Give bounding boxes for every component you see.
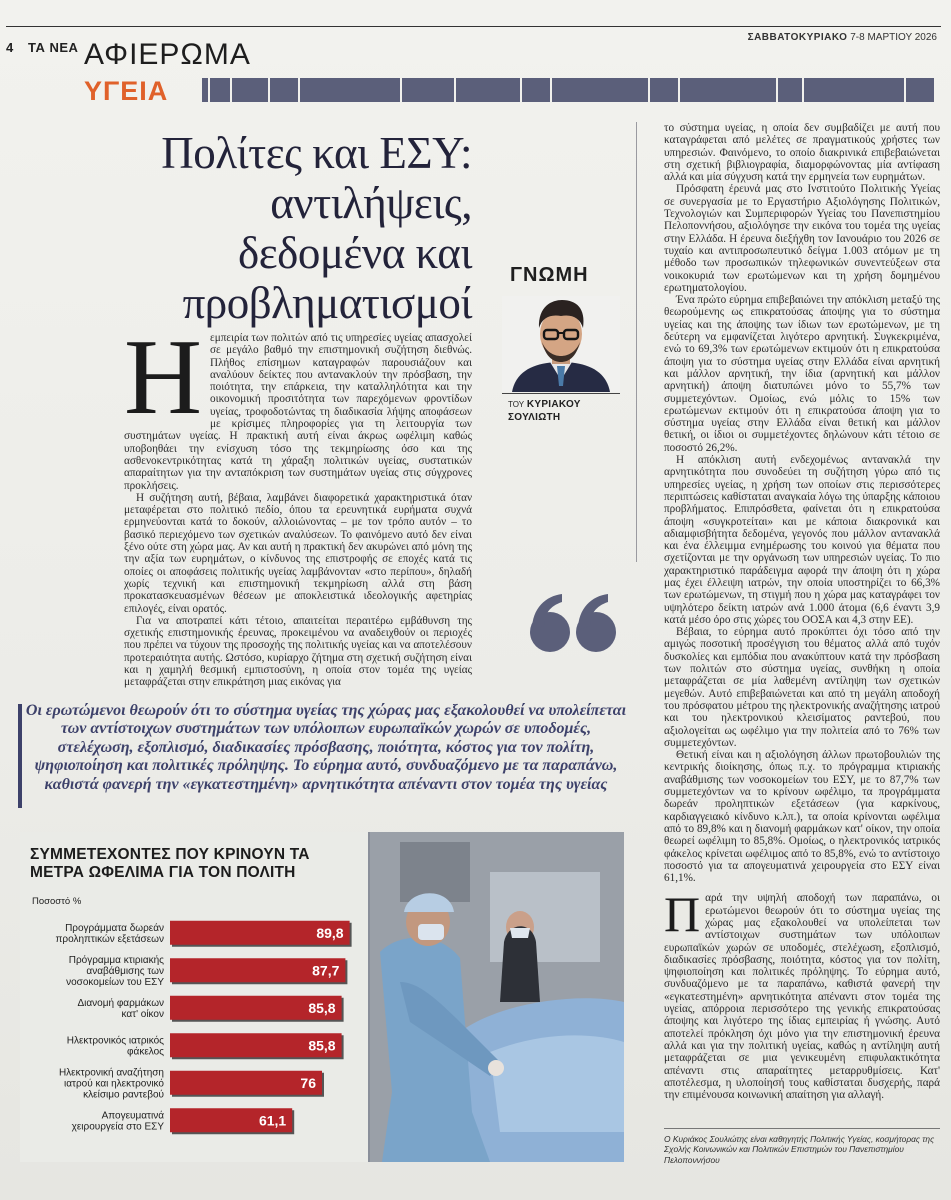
footnote-rule — [664, 1128, 940, 1129]
paper-name: ΤΑ ΝΕΑ — [28, 40, 79, 55]
chart-category-label: Ηλεκτρονικός ιατρικός — [66, 1035, 164, 1047]
chart-category-label: ιατρού και ηλεκτρονικό — [64, 1078, 164, 1090]
chart-category-label: νοσοκομείων του ΕΣΥ — [66, 976, 164, 988]
chart-category-label: αναβάθμισης των — [86, 965, 164, 977]
column-divider — [636, 122, 637, 562]
section-title: ΑΦΙΕΡΩΜΑ — [84, 38, 251, 71]
chart-category-label: κλείσιμο ραντεβού — [83, 1089, 164, 1101]
header-bar-segment — [270, 78, 298, 102]
chart-category-label: Προγράμματα δωρεάν — [65, 922, 164, 934]
chart-value-label: 85,8 — [308, 999, 336, 1016]
article-headline: Πολίτες και ΕΣΥ: αντιλήψεις, δεδομένα και προβληματισμοί — [161, 128, 472, 328]
section-subtitle: ΥΓΕΙΑ — [84, 76, 169, 106]
paragraph: Βέβαια, το εύρημα αυτό προκύπτει όχι τόσο από την αμιγώς ποσοτική προσέγγιση του θέματος αλλά από τυχόν δυσκολίες και εμπόδια που ανακύπτουν κατά την πρόσβαση των πολιτών στο σύστημα υγείας, συνθήκη η οποία μεταφράζεται σε μία λαθεμένη αντίληψη των σχετικών μεγεθών. Αυτό επιβεβαιώνεται και από τη μεγάλη αποδοχή του πρόσφατου μέτρου της ηλεκτρονικής αναζήτησης ιατρού και του ηλεκτρονικού κλεισίματος ραντεβού, που αξιολογείται ως ωφέλιμο για την πολιτεία από το 76% των συμμετεχόντων. — [664, 626, 940, 749]
drop-cap: Π — [664, 886, 701, 943]
opinion-label: ΓΝΩΜΗ — [510, 264, 589, 286]
chart-category-label: Απογευματινά — [101, 1110, 164, 1122]
article-body-right — [664, 122, 940, 1101]
header-bar-segment — [650, 78, 678, 102]
date-label: 7-8 ΜΑΡΤΙΟΥ 2026 — [850, 32, 937, 43]
chart-category-label: προληπτικών εξετάσεων — [55, 933, 164, 945]
chart-category-label: Διανομή φαρμάκων — [77, 997, 164, 1009]
paragraph: εμπειρία των πολιτών από τις υπηρεσίες υγείας απασχολεί σε μεγάλο βαθμό την επιστημονική συζήτηση διεθνώς. Πλήθος επίσημων καταγραφών παρουσιάζουν και αναλύουν δείκτες που αντανακλούν την πρόσβαση, την ποιότητα, την επάρκεια, την καταλληλότητα και την οικονομική προσιτότητα των παρεχόμενων φροντίδων υγείας, τροφοδοτώντας τη διαδικασία λήψης αποφάσεων με κρίσιμες πληροφορίες για τη λειτουργία των συστημάτων υγείας. Η πρακτική αυτή είναι άκρως ωφέλιμη καθώς υποβοηθάει την ενίσχυση τόσο της τεκμηρίωσης όσο και της ασθενοκεντρικότητας κατά τη χάραξη πολιτικών υγείας, συστατικών απαραίτητων για την ανταπόκριση των συστημάτων υγείας στις σύγχρονες προκλήσεις. — [124, 332, 472, 492]
header-bar-segment — [232, 78, 268, 102]
byline-name-last: ΣΟΥΛΙΩΤΗ — [508, 412, 561, 423]
page-number: 4 — [6, 40, 14, 55]
byline-prefix: ΤΟΥ — [508, 400, 525, 409]
paragraph: Η συζήτηση αυτή, βέβαια, λαμβάνει διαφορετικά χαρακτηριστικά όταν μεταφέρεται στο πολιτικό πεδίο, όπου τα ερευνητικά ευρήματα συχνά ερμηνεύονται κατά το δοκούν, αλλοιώνοντας – με τον τρόπο αυτόν – το βασικό περιεχόμενο των σχετικών αναλύσεων. Το φαινόμενο αυτό δεν είναι ξένο ούτε στη χώρα μας. Αν και αυτή η πρακτική δεν ακυρώνει από μόνη της την αξία των ευρημάτων, ο κίνδυνος της επιστροφής σε εποχές κατά τις οποίες οι αποφάσεις πολιτικής υγείας λαμβάνονταν «στο περίπου», δηλαδή χωρίς τεχνική και επιστημονική τεκμηρίωση αλλά στη βάση προκατασκευασμένων θέσεων με αποκλειστικά ιδεολογικής αφετηρίας επιλογές, είναι ορατός. — [124, 491, 472, 615]
header-bar-segment — [210, 78, 230, 102]
chart-category-label: χειρουργεία στο ΕΣΥ — [71, 1121, 164, 1133]
chart-category-label: κατ' οίκον — [121, 1008, 164, 1020]
header-bar-segment — [300, 78, 400, 102]
header-bar-segment — [680, 78, 776, 102]
paragraph: Η απόκλιση αυτή ενδεχομένως αντανακλά την αρνητικότητα που συνοδεύει τη συζήτηση γύρω από τις υπηρεσίες υγείας, η χρήση των οποίων στις περισσότερες περιπτώσεις καθίσταται αναγκαία λόγω της ύπαρξης κάποιου προβλήματος. Επιπρόσθετα, φαίνεται ότι η επικρατούσα άποψη «συγκροτείται» και με κάποια διακρονικά και αδιαμφισβήτητα δεδομένα, γεγονός που μάλλον αντανακλά και ένα έλλειμμα ενημέρωσης του κοινού για θέματα που σχετίζονται με την οργάνωση των υπηρεσιών υγείας. Το πιο χαρακτηριστικό παράδειγμα αφορά την άποψη ότι η χώρα μας έχει έλλειψη ιατρών, την οποία υποστηρίζει το 66,3% των ερωτώμενων, τη στιγμή που η χώρα μας καταγράφει τον υψηλότερο δείκτη ιατρών ανά 1.000 άτομα (6,6 έναντι 3,9 κατά μέσο όρο στις χώρες του ΟΟΣΑ και 4,3 στην ΕΕ). — [664, 454, 940, 626]
drop-cap: Η — [124, 318, 202, 437]
chart-category-label: φάκελος — [127, 1046, 164, 1058]
header-bar-segment — [906, 78, 934, 102]
quote-mark-icon — [528, 592, 620, 656]
header-bar-segment — [522, 78, 550, 102]
header-bar-segment — [778, 78, 802, 102]
header-bar-segment — [456, 78, 520, 102]
edition-date — [748, 32, 937, 43]
edition-label: ΣΑΒΒΑΤΟΚΥΡΙΑΚΟ — [747, 32, 848, 43]
author-photo — [502, 296, 620, 392]
paragraph: Ένα πρώτο εύρημα επιβεβαιώνει την απόκλιση μεταξύ της θεωρούμενης ως επικρατούσας άποψης για το σύστημα υγείας και της άποψης των ίδιων των ερωτώμενων, με τη δεύτερη να εμφανίζεται λιγότερο αρνητική. Συγκεκριμένα, ενώ το 69,3% των ερωτώμενων εκτιμούν ότι η επικρατούσα άποψη για το σύστημα υγείας στην Ελλάδα είναι αρνητική και μάλλον αρνητική, την ίδια (αρνητική και μάλλον αρνητική) άποψη διατυπώνει μόνο το 55,7% των συμμετεχόντων. Ομοίως, ενώ μόλις το 15% των ερωτώμενων εκτιμούν ότι η επικρατούσα άποψη για το σύστημα υγείας στην Ελλάδα είναι θετική και μάλλον θετική, οι ίδιοι οι συμμετέχοντες δηλώνουν κάτι τέτοιο σε ποσοστό 26,2%. — [664, 294, 940, 454]
paragraph: το σύστημα υγείας, η οποία δεν συμβαδίζει με αυτή που καταγράφεται από μελέτες σε πραγματικούς χρήστες των υπηρεσιών. Φαινόμενο, το οποίο διακρινικά επιβεβαιώνεται στη σχετική βιβλιογραφία, διαμορφώνοντας μία αντίφαση αλλά και μία σύγχυση κατά την ερμηνεία των ευρημάτων. — [664, 122, 940, 184]
chart-y-label: Ποσοστό % — [32, 896, 82, 907]
chart-block — [20, 832, 624, 1162]
paragraph: Πρόσφατη έρευνά μας στο Ινστιτούτο Πολιτικής Υγείας σε συνεργασία με το Εργαστήριο Αξιολόγησης Πολιτικών, Τεχνολογιών και Συμπεριφορών Υγείας του Πανεπιστημίου Πελοποννήσου, αξιολόγησε την εικόνα του τομέα της υγείας στην Ελλάδα. Η έρευνα διεξήχθη τον Ιανουάριο του 2026 σε τυχαίο και αντιπροσωπευτικό δείγμα 1.003 ατόμων με τη μέθοδο των προσωπικών τηλεφωνικών συνεντεύξεων στα νοικοκυριά των ερωτώμενων και τη χρήση δομημένου ερωτηματολογίου. — [664, 183, 940, 294]
paragraph — [664, 886, 940, 1102]
byline — [508, 398, 581, 424]
author-footnote: Ο Κυριάκος Σουλιώτης είναι καθηγητής Πολιτικής Υγείας, κοσμήτορας της Σχολής Κοινωνικών και Πολιτικών Επιστημών του Πανεπιστημίου Πελοποννήσου — [664, 1134, 935, 1165]
chart-value-label: 87,7 — [312, 962, 340, 979]
chart-category-label: Ηλεκτρονική αναζήτηση — [58, 1067, 164, 1079]
header-bar-segment — [402, 78, 454, 102]
byline-name-first: ΚΥΡΙΑΚΟΥ — [526, 399, 581, 410]
bar-chart — [20, 832, 368, 1162]
header-rule — [6, 26, 941, 27]
pull-quote: Οι ερωτώμενοι θεωρούν ότι το σύστημα υγείας της χώρας μας εξακολουθεί να υπολείπεται των αντίστοιχων συστημάτων των υπόλοιπων ευρωπαϊκών χωρών σε υποδομές, στελέχωση, εξοπλισμό, διαδικασίες πρόσβασης, ποιότητα, κόστος για τον πολίτη, ψηφιοποίηση και πολιτικές πρόληψης. Το εύρημα αυτό, συνδυαζόμενο με τα παραπάνω, καθιστά φανερή την «εγκατεστημένη» αρνητικότητα απέναντι στον τομέα της υγείας — [25, 702, 627, 793]
header-bar-segment — [202, 78, 208, 102]
header-bar-segment — [804, 78, 904, 102]
byline-rule — [502, 393, 620, 394]
header-bar-segment — [552, 78, 648, 102]
article-body-left — [124, 318, 472, 689]
chart-category-label: Πρόγραμμα κτιριακής — [68, 954, 164, 966]
paragraph-text: αρά την υψηλή αποδοχή των παραπάνω, οι ερωτώμενοι θεωρούν ότι το σύστημα υγείας της χώρας μας εξακολουθεί να υπολείπεται των αντίστοιχων συστημάτων των υπόλοιπων ευρωπαϊκών χωρών σε υποδομές, στελέχωση, εξοπλισμό, διαδικασίες πρόσβασης, ποιότητα, κόστος για τον πολίτη, ψηφιοποίηση και πολιτικές πρόληψης. Το εύρημα αυτό, συνδυαζόμενο με τα παραπάνω, καθιστά φανερή την «εγκατεστημένη» αρνητικότητα απέναντι στον τομέα της υγείας, απόρροια περισσότερο της γενικής επικρατούσας άποψης και λιγότερο της ίδιας εμπειρίας ή γνώσης. Αυτό αποτελεί πρόκληση όχι μόνο για την επιστημονική έρευνα αλλά και για την πολιτική υγείας, καθώς η αντίληψη αυτή μεταφράζεται σε μια γενικευμένη επιφυλακτικότητα απέναντι στις απαραίτητες μεταρρυθμίσεις. Κατ' αποτέλεσμα, η υλοποίησή τους καθίσταται δυσχερής, παρά την επιμένουσα κοινωνική απαίτηση για αλλαγή. — [664, 892, 940, 1102]
chart-title: ΣΥΜΜΕΤΕΧΟΝΤΕΣ ΠΟΥ ΚΡΙΝΟΥΝ ΤΑ ΜΕΤΡΑ ΩΦΕΛΙΜΑ ΓΙΑ ΤΟΝ ΠΟΛΙΤΗ — [30, 846, 310, 881]
chart-value-label: 85,8 — [308, 1037, 336, 1054]
chart-bar — [170, 1071, 322, 1095]
chart-value-label: 89,8 — [316, 924, 344, 941]
paragraph: Θετική είναι και η αξιολόγηση άλλων πρωτοβουλιών της κεντρικής διοίκησης, όπως π.χ. το πρόγραμμα κτιριακής αναβάθμισης των νοσοκομείων του ΕΣΥ, με το 87,7% των συμμετεχόντων να το κρίνουν ωφέλιμο, τα προγράμματα δωρεάν προληπτικών εξετάσεων (για καρκίνους, καρδιαγγειακό κίνδυνο κ.λπ.), τα οποία κρίνονται ωφέλιμα από το 89,8% και η διανομή φαρμάκων κατ' οίκον, την οποία θεωρεί ωφέλιμη το 85,8%. Ομοίως, ο ηλεκτρονικός ιατρικός φάκελος κρίνεται ωφέλιμος από το 85,8%, ενώ το αντίστοιχο ποσοστό για τα απογευματινά χειρουργεία στο ΕΣΥ είναι 61,1%. — [664, 749, 940, 885]
header-decorative-bars — [202, 78, 938, 102]
chart-value-label: 61,1 — [258, 1112, 287, 1129]
paragraph: Για να αποτραπεί κάτι τέτοιο, απαιτείται περαιτέρω εμβάθυνση της σχετικής επιστημονικής έρευνας, προκειμένου να αναδειχθούν οι περιοχές που πρέπει να τύχουν της προσοχής της πολιτικής υγείας και να αποτελέσουν προτεραιότητα αυτής. Ωστόσο, κυρίαρχο ζήτημα στη σχετική συζήτηση είναι και η χαμηλή θεσμική εμπιστοσύνη, η οποία στον τομέα της υγείας μεταφράζεται στην επικράτηση μιας εικόνας για — [124, 614, 472, 689]
chart-value-label: 76 — [300, 1074, 316, 1091]
